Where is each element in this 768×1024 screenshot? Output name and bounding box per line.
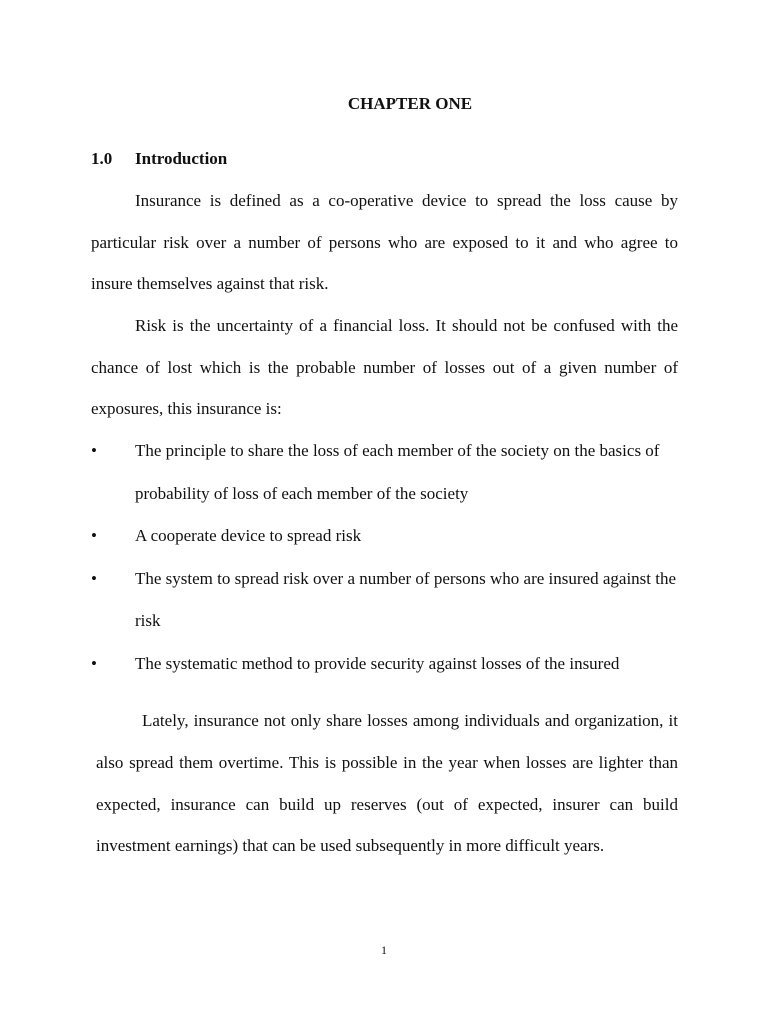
chapter-title: CHAPTER ONE — [347, 94, 473, 113]
section-number: 1.0 — [91, 149, 113, 168]
section-title: Introduction — [135, 149, 228, 168]
paragraph-risk-definition — [91, 305, 678, 430]
list-item-text: The systematic method to provide security against losses of the insured — [135, 653, 620, 673]
list-item-text: The system to spread risk over a number of persons who are insured against the risk — [135, 568, 677, 630]
bullet-icon: • — [91, 568, 97, 588]
list-item — [91, 515, 678, 558]
paragraph-insurance-definition — [91, 180, 678, 305]
bullet-icon: • — [91, 653, 97, 673]
page-number: 1 — [381, 943, 387, 957]
list-item-text: The principle to share the loss of each member of the society on the basics of probability of loss of each member of the society — [135, 441, 660, 503]
bullet-icon: • — [91, 526, 97, 545]
insurance-bullet-list — [91, 430, 678, 685]
paragraph-text: Insurance is defined as a co-operative device to spread the loss cause by particular risk over a number of persons who are exposed to it and who agree to insure themselves against that risk. — [91, 191, 678, 293]
paragraph-closing — [96, 700, 678, 867]
paragraph-text: Lately, insurance not only share losses among individuals and organization, it also spread them overtime. This is possible in the year when losses are lighter than expected, insurance can build up reserves (out of expected, insurer can build investment earnings) that can be used subsequently in more difficult years. — [96, 711, 678, 856]
list-item — [91, 430, 678, 515]
section-heading — [91, 149, 227, 169]
list-item — [91, 558, 678, 643]
list-item-text: A cooperate device to spread risk — [135, 526, 362, 545]
bullet-icon: • — [91, 441, 97, 460]
list-item — [91, 643, 678, 686]
paragraph-text: Risk is the uncertainty of a financial loss. It should not be confused with the chance of lost which is the probable number of losses out of a given number of exposures, this insurance is: — [91, 316, 678, 418]
